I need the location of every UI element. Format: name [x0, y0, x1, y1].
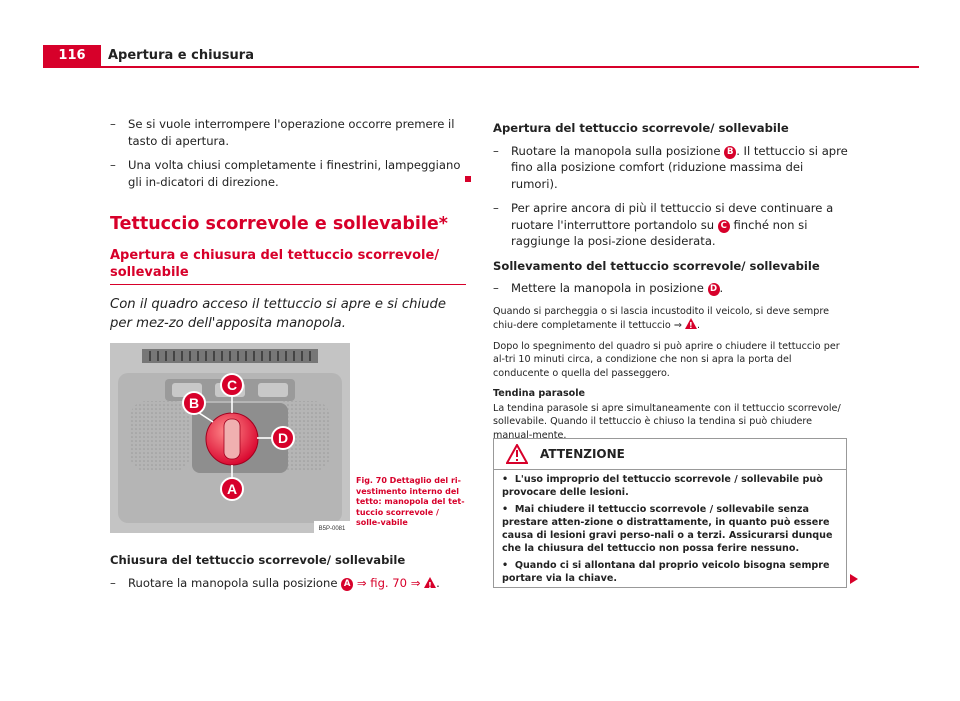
intro-text: Con il quadro acceso il tettuccio si apre e si chiude per mez-zo dell'apposita manopola. — [110, 297, 447, 331]
closing-title: Chiusura del tettuccio scorrevole/ sollevabile — [110, 553, 406, 567]
position-badge-a: A — [341, 578, 353, 591]
closing-block — [110, 548, 466, 599]
lift-title: Sollevamento del tettuccio scorrevole/ sollevabile — [493, 258, 820, 273]
open-title: Apertura del tettuccio scorrevole/ sollevabile — [493, 121, 789, 135]
section-end-mark — [465, 176, 471, 182]
figure-label-c: C — [226, 377, 238, 393]
warning-item: • Mai chiudere il tettuccio scorrevole / sollevabile senza prestare atten-zione o distrattamente, in quanto può essere causa di lesioni gravi perso-nali o a terzi. Assicurarsi dunque che la chiusura del tettuccio non possa ferire nessuno. — [502, 504, 833, 554]
page-number: 116 — [43, 45, 101, 67]
list-item: – Ruotare la manopola sulla posizione A ⇒ fig. 70 ⇒ ! . — [110, 575, 466, 592]
warning-box — [493, 438, 847, 588]
right-column — [493, 116, 849, 449]
list-item: – Se si vuole interrompere l'operazione occorre premere il tasto di apertura. — [110, 117, 455, 148]
warning-body — [502, 473, 840, 589]
warning-header — [494, 439, 846, 470]
warning-title: ATTENZIONE — [540, 447, 625, 461]
position-badge-c: C — [718, 220, 730, 233]
page-header-title: Apertura e chiusura — [108, 48, 254, 63]
warning-item: • Quando ci si allontana dal proprio veicolo bisogna sempre portare via la chiave. — [502, 560, 830, 584]
figure-caption: Fig. 70 Dettaglio del ri-vestimento interno del tetto: manopola del tet-tuccio scorrevole / solle-vabile — [356, 476, 465, 527]
list-item: – Una volta chiusi completamente i finestrini, lampeggiano gli in-dicatori di direzione. — [110, 158, 461, 189]
figure-label-b: B — [188, 395, 200, 411]
position-badge-b: B — [724, 146, 736, 159]
subsection-title: Apertura e chiusura del tettuccio scorrevole/ sollevabile — [110, 248, 466, 285]
roof-console-illustration — [110, 343, 350, 533]
warning-icon — [685, 318, 697, 329]
attention-icon — [506, 444, 528, 464]
figure-reference-link[interactable]: ⇒ fig. 70 ⇒ — [356, 575, 421, 590]
figure-roof-knob — [110, 343, 350, 533]
figure-label-a: A — [226, 481, 238, 497]
position-badge-d: D — [708, 283, 720, 296]
list-item: – Per aprire ancora di più il tettuccio si deve continuare a ruotare l'interruttore portandolo su C finché non si raggiunge la posi-zione desiderata. — [493, 201, 834, 248]
after-ignition-note: Dopo lo spegnimento del quadro si può aprire o chiudere il tettuccio per al-tri 10 minuti circa, a condizione che non si apra la porta del conducente o quella del passeggero. — [493, 340, 840, 379]
left-column — [110, 116, 466, 351]
list-item: – Mettere la manopola in posizione D . — [493, 281, 724, 295]
list-item: – Ruotare la manopola sulla posizione B . Il tettuccio si apre fino alla posizione comfort (riduzione massima dei rumori). — [493, 143, 848, 191]
header-rule — [43, 66, 919, 68]
figure-label-d: D — [277, 430, 289, 446]
sunshade-text: La tendina parasole si apre simultaneamente con il tettuccio scorrevole/ sollevabile. Quando il tettuccio è chiuso la tendina si può chiudere manual-mente. — [493, 402, 841, 441]
figure-code: B5P-0081 — [318, 526, 346, 532]
warning-icon — [424, 577, 436, 588]
sunshade-title: Tendina parasole — [493, 388, 586, 399]
continue-arrow-icon — [850, 574, 858, 584]
parking-note: Quando si parcheggia o si lascia incustodito il veicolo, si deve sempre chiu-dere completamente il tettuccio ⇒ ! . — [493, 305, 849, 333]
section-title: Tettuccio scorrevole e sollevabile* — [110, 214, 448, 234]
warning-item: • L'uso improprio del tettuccio scorrevole / sollevabile può provocare delle lesioni. — [502, 474, 823, 498]
